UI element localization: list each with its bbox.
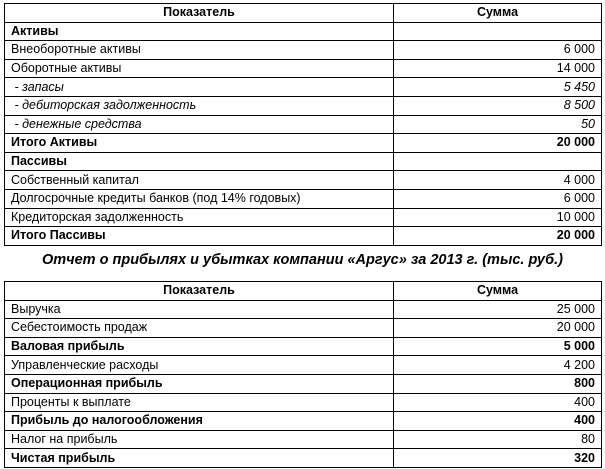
income-body	[5, 300, 602, 467]
income-statement-table	[4, 281, 602, 468]
income-row	[5, 412, 602, 431]
income-statement-title: Отчет о прибылях и убытках компании «Аргус» за 2013 г. (тыс. руб.)	[41, 252, 564, 268]
income-row	[5, 393, 602, 412]
balance-header-indicator: Показатель	[5, 4, 394, 23]
income-row	[5, 374, 602, 393]
income-row	[5, 356, 602, 375]
balance-row	[5, 41, 602, 60]
balance-row-value: 5 450	[394, 78, 602, 97]
balance-row	[5, 189, 602, 208]
income-row-label: Себестоимость продаж	[5, 319, 394, 338]
income-row	[5, 449, 602, 468]
income-row-label: Чистая прибыль	[5, 449, 394, 468]
balance-row-label: Собственный капитал	[5, 171, 394, 190]
balance-row-value: 20 000	[394, 134, 602, 153]
balance-row-label: Долгосрочные кредиты банков (под 14% годовых)	[5, 189, 394, 208]
income-row	[5, 337, 602, 356]
income-row-label: Управленческие расходы	[5, 356, 394, 375]
income-row-label: Выручка	[5, 300, 394, 319]
income-row-label: Операционная прибыль	[5, 374, 394, 393]
balance-row-label: - дебиторская задолженность	[5, 96, 394, 115]
balance-row	[5, 59, 602, 78]
balance-row	[5, 208, 602, 227]
income-row-value: 80	[394, 430, 602, 449]
income-row-label: Проценты к выплате	[5, 393, 394, 412]
balance-row-label: Итого Активы	[5, 134, 394, 153]
balance-row-label: Оборотные активы	[5, 59, 394, 78]
income-row-value: 4 200	[394, 356, 602, 375]
balance-row	[5, 152, 602, 171]
balance-row-value: 6 000	[394, 189, 602, 208]
balance-row-value: 20 000	[394, 227, 602, 246]
income-row-label: Валовая прибыль	[5, 337, 394, 356]
balance-row	[5, 96, 602, 115]
balance-row-label: Пассивы	[5, 152, 394, 171]
balance-row-label: Активы	[5, 22, 394, 41]
income-header-amount: Сумма	[394, 282, 602, 301]
balance-row	[5, 227, 602, 246]
balance-row-value	[394, 22, 602, 41]
income-header-row	[5, 282, 602, 301]
balance-row-label: Внеоборотные активы	[5, 41, 394, 60]
income-row-value: 20 000	[394, 319, 602, 338]
balance-row	[5, 134, 602, 153]
balance-row-value: 4 000	[394, 171, 602, 190]
balance-row	[5, 115, 602, 134]
balance-row-label: - запасы	[5, 78, 394, 97]
income-row-label: Налог на прибыль	[5, 430, 394, 449]
balance-row-value: 14 000	[394, 59, 602, 78]
balance-row-value: 8 500	[394, 96, 602, 115]
balance-row-value: 10 000	[394, 208, 602, 227]
income-row-value: 800	[394, 374, 602, 393]
balance-row-label: - денежные средства	[5, 115, 394, 134]
balance-row	[5, 171, 602, 190]
balance-row-label: Кредиторская задолженность	[5, 208, 394, 227]
income-header-indicator: Показатель	[5, 282, 394, 301]
income-row-value: 400	[394, 412, 602, 431]
balance-row-label: Итого Пассивы	[5, 227, 394, 246]
balance-sheet-table	[4, 3, 602, 246]
income-row	[5, 300, 602, 319]
balance-header-row	[5, 4, 602, 23]
income-row-label: Прибыль до налогообложения	[5, 412, 394, 431]
balance-row	[5, 78, 602, 97]
income-row	[5, 319, 602, 338]
income-row	[5, 430, 602, 449]
balance-row-value: 50	[394, 115, 602, 134]
income-row-value: 5 000	[394, 337, 602, 356]
balance-row-value: 6 000	[394, 41, 602, 60]
income-row-value: 25 000	[394, 300, 602, 319]
income-row-value: 320	[394, 449, 602, 468]
balance-row-value	[394, 152, 602, 171]
balance-body	[5, 22, 602, 245]
balance-row	[5, 22, 602, 41]
balance-header-amount: Сумма	[394, 4, 602, 23]
income-row-value: 400	[394, 393, 602, 412]
